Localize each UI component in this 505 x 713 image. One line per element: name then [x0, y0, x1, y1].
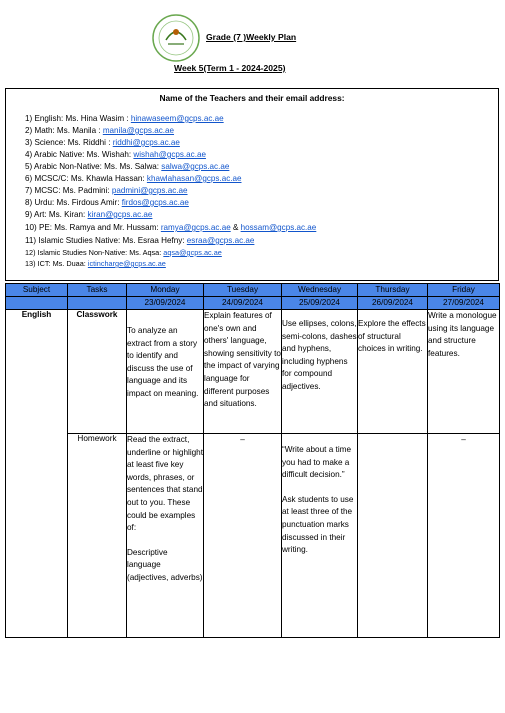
teacher-line [25, 210, 152, 219]
classwork-tuesday: Explain features of one's own and others' language, showing sensitivity to the impact of varying language for different purposes and situations. [204, 310, 282, 434]
page-title: Grade (7 )Weekly Plan [206, 32, 297, 42]
homework-wednesday [282, 434, 358, 638]
teacher-email-link[interactable]: hinawaseem@gcps.ac.ae [130, 114, 224, 123]
teacher-label: 8) Urdu: Ms. Firdous Amir: [25, 198, 122, 207]
date-blank [6, 297, 68, 310]
header-friday: Friday [428, 284, 500, 297]
teacher-label: 13) ICT: Ms. Duaa: [25, 259, 88, 268]
teacher-email-link[interactable]: ictincharge@gcps.ac.ae [87, 259, 166, 268]
teacher-line [25, 126, 174, 135]
date-thursday: 26/09/2024 [358, 297, 428, 310]
teacher-line [25, 114, 224, 123]
teacher-line [25, 223, 316, 232]
date-friday: 27/09/2024 [428, 297, 500, 310]
email-joiner: & [230, 223, 241, 232]
date-blank [68, 297, 127, 310]
teacher-label: 3) Science: Ms. Riddhi : [25, 138, 113, 147]
teacher-line [25, 198, 189, 207]
classwork-friday: Write a monologue using its language and structure features. [428, 310, 500, 434]
header-tuesday: Tuesday [204, 284, 282, 297]
classwork-thursday: Explore the effects of structural choices in writing. [358, 310, 428, 434]
teacher-line [25, 236, 254, 245]
classwork-monday: To analyze an extract from a story to identify and discuss the use of language and its impact on meaning. [127, 310, 204, 434]
homework-wednesday-instructions: Ask students to use at least three of the punctuation marks discussed in their writing. [282, 494, 354, 555]
homework-monday [127, 434, 204, 638]
teacher-line [25, 248, 222, 257]
task-homework: Homework [68, 434, 127, 638]
date-tuesday: 24/09/2024 [204, 297, 282, 310]
teacher-line [25, 138, 180, 147]
teacher-line [25, 186, 188, 195]
teacher-label: 10) PE: Ms. Ramya and Mr. Hussam: [25, 223, 161, 232]
teacher-email-link[interactable]: aqsa@gcps.ac.ae [163, 248, 222, 257]
teacher-email-link[interactable]: khawlahasan@gcps.ac.ae [146, 174, 242, 183]
classwork-wednesday: Use ellipses, colons, semi-colons, dashes and hyphens, including hyphens for compound adjectives. [282, 310, 358, 434]
teacher-label: 11) Islamic Studies Native: Ms. Esraa Hefny: [25, 236, 187, 245]
teacher-email-link[interactable]: ramya@gcps.ac.ae [160, 223, 231, 232]
teacher-label: 12) Islamic Studies Non-Native: Ms. Aqsa: [25, 248, 164, 257]
subject-english: English [6, 310, 68, 638]
homework-wednesday-prompt: “Write about a time you had to make a difficult decision.” [282, 445, 352, 480]
teacher-email-link[interactable]: firdos@gcps.ac.ae [121, 198, 189, 207]
teacher-email-link[interactable]: esraa@gcps.ac.ae [186, 236, 255, 245]
teacher-line [25, 259, 166, 268]
teacher-label: 9) Art: Ms. Kiran: [25, 210, 88, 219]
header-monday: Monday [127, 284, 204, 297]
week-subtitle: Week 5(Term 1 - 2024-2025) [174, 63, 286, 73]
teacher-label: 1) English: Ms. Hina Wasim : [25, 114, 131, 123]
teacher-email-link[interactable]: kiran@gcps.ac.ae [87, 210, 153, 219]
homework-friday: – [428, 434, 500, 638]
teachers-heading: Name of the Teachers and their email address: [159, 93, 345, 103]
teacher-line [25, 150, 206, 159]
teacher-line [25, 174, 242, 183]
teachers-box [5, 88, 499, 281]
header-thursday: Thursday [358, 284, 428, 297]
teacher-label: 7) MCSC: Ms. Padmini: [25, 186, 112, 195]
teacher-email-link[interactable]: hossam@gcps.ac.ae [240, 223, 317, 232]
header-tasks: Tasks [68, 284, 127, 297]
teacher-label: 4) Arabic Native: Ms. Wishah: [25, 150, 134, 159]
teacher-email-link[interactable]: manila@gcps.ac.ae [102, 126, 175, 135]
homework-monday-instructions: Read the extract, underline or highlight at least five key words, phrases, or sentences that stand out to you. These could be examples of: [127, 435, 204, 533]
header-subject: Subject [6, 284, 68, 297]
teacher-email-link[interactable]: salwa@gcps.ac.ae [161, 162, 230, 171]
teacher-label: 5) Arabic Non-Native: Ms. Ms. Salwa: [25, 162, 162, 171]
teacher-email-link[interactable]: wishah@gcps.ac.ae [133, 150, 206, 159]
teacher-label: 2) Math: Ms. Manila : [25, 126, 103, 135]
school-logo [150, 12, 202, 64]
teacher-label: 6) MCSC/C: Ms. Khawla Hassan: [25, 174, 147, 183]
homework-tuesday: – [204, 434, 282, 638]
teacher-email-link[interactable]: riddhi@gcps.ac.ae [112, 138, 180, 147]
date-wednesday: 25/09/2024 [282, 297, 358, 310]
homework-thursday [358, 434, 428, 638]
task-classwork: Classwork [68, 310, 127, 434]
weekly-plan-table [5, 283, 500, 638]
date-monday: 23/09/2024 [127, 297, 204, 310]
teacher-line [25, 162, 229, 171]
teacher-email-link[interactable]: padmini@gcps.ac.ae [111, 186, 188, 195]
homework-monday-examples: Descriptive language (adjectives, adverbs) [127, 547, 203, 582]
header-wednesday: Wednesday [282, 284, 358, 297]
